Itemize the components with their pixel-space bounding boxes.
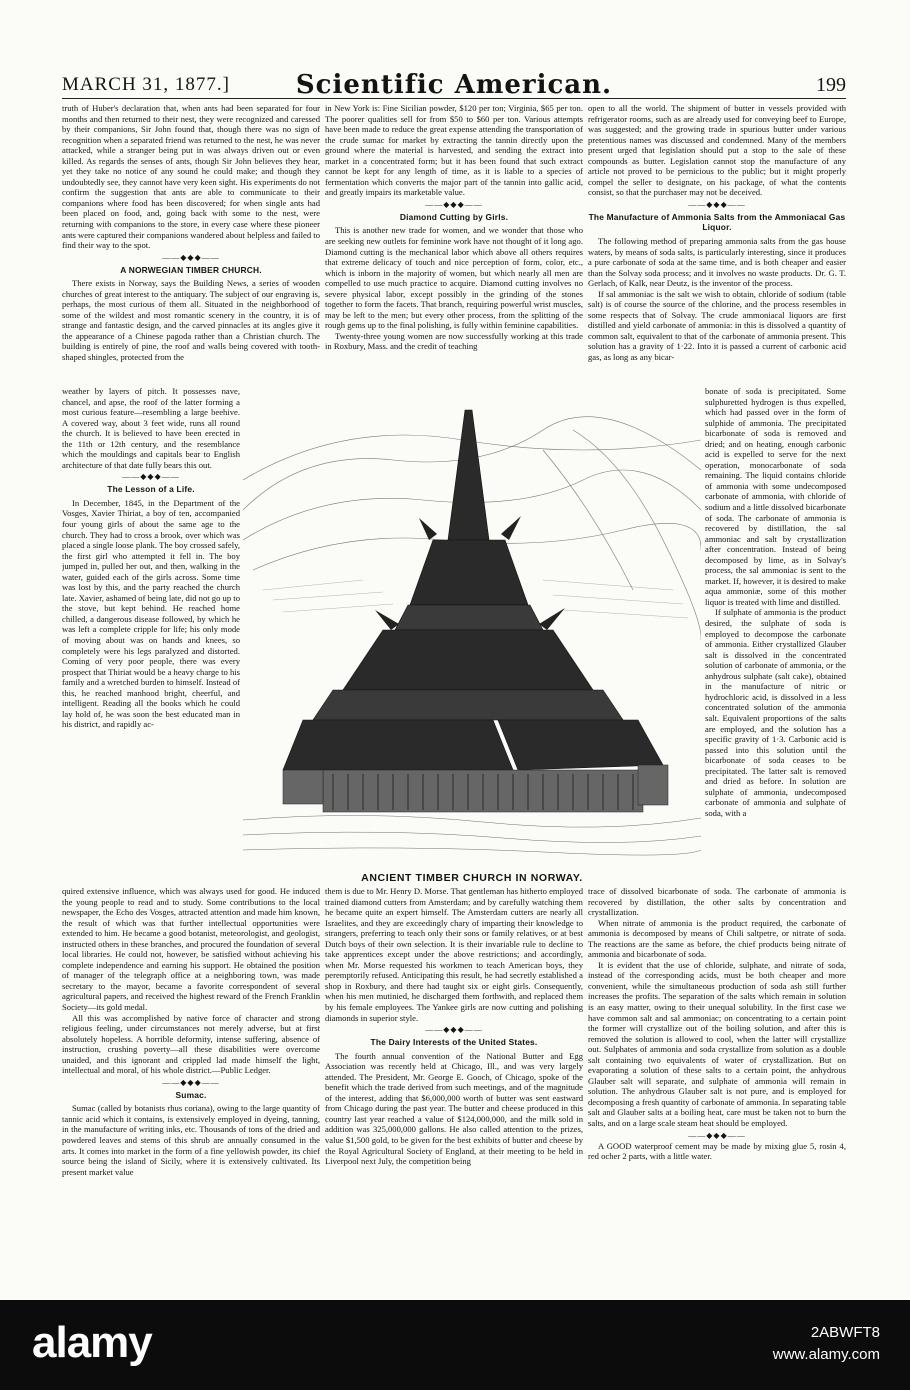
stock-image-info xyxy=(773,1322,880,1366)
section-ornament: ——◆◆◆—— xyxy=(425,1025,483,1035)
section-ornament: ——◆◆◆—— xyxy=(688,199,746,209)
heading-lesson-of-a-life: The Lesson of a Life. xyxy=(107,484,195,495)
column-3-top xyxy=(588,103,846,386)
column-3-bottom xyxy=(588,886,846,1236)
lesson-paragraph-2: All this was accomplished by native force of character and strong religious feeling, under circumstances not merely adverse, but at first absolutely hopeless. A horrible deformity, intense suffering, absence of instruction, crushing poverty—all these disabilities were overcome unaided, and this ignorant and crippled lad made himself the light, intellectual and moral, of his whole district.—Public Ledger. xyxy=(62,1012,320,1076)
issue-date: MARCH 31, 1877.] xyxy=(62,74,231,95)
figure-caption: ANCIENT TIMBER CHURCH IN NORWAY. xyxy=(361,872,583,884)
masthead-rule xyxy=(62,98,846,99)
ammonia-paragraph-2: If sal ammoniac is the salt we wish to obtain, chloride of sodium (table salt) is of course the source of the chlorine, and the process resembles in some respects that of Solvay. The crude ammoniacal liquors are first distilled and yield carbonate of ammonia: in this is dissolved a quantity of common salt, equivalent to that of the carbonate of ammonia present. This solution has a gravity of 1·22. Into it is passed a current of carbonic acid gas, as long as any bicar- xyxy=(588,288,846,363)
column-1-middle xyxy=(62,386,240,874)
sulphate-paragraph-continued: trace of dissolved bicarbonate of soda. The carbonate of ammonia is recovered by distillation, the other salts by concentration and crystallization. xyxy=(588,886,846,918)
column-1-top xyxy=(62,103,320,386)
heading-ammonia-salts: The Manufacture of Ammonia Salts from the Ammoniacal Gas Liquor. xyxy=(588,211,846,233)
church-paragraph: There exists in Norway, says the Building News, a series of wooden churches of great interest to the antiquary. The subject of our engraving is, perhaps, the most curious of them all. Situated in the neighborhood of some of the wildest and most romantic scenery in the country, it is of strange and fantastic design, and the carved pinnacles at its angles give it the appearance of a Chinese pagoda rather than a Christian church. The building is entirely of pine, the roof and walls being covered with tooth-shaped shingles, protected from the xyxy=(62,278,320,363)
church-paragraph-continued: weather by layers of pitch. It possesses nave, chancel, and apse, the roof of the latter forming a most curious feature—resembling a large beehive. A covered way, about 3 feet wide, runs all round the church. It is believed to have been erected in the 11th or 12th century, and the resemblance which the mouldings and capitals bear to English architecture of that date fully bears this out. xyxy=(62,386,240,470)
diamond-paragraph-continued: them is due to Mr. Henry D. Morse. That gentleman has hitherto employed trained diamond cutters from Amsterdam; and by carefully watching them he became quite an expert himself. The Amsterdam cutters are nearly all Israelites, and they are exceedingly chary of imparting their knowledge to strangers, preferring to teach only their sons or family relatives, or at best Dutch boys of their own selection. It is their invariable rule to decline to take apprentices except under the above restrictions; and accordingly, when Mr. Morse requested his workmen to teach American boys, they peremptorily refused. Anticipating this result, he had secretly established a shop in Roxbury, and there had taught six or eight girls. Consequently, when his men mutinied, he discharged them forthwith, and replaced them by his female employees. The Yankee girls are now cutting and polishing diamonds in superior style. xyxy=(325,886,583,1023)
sulphate-paragraph: If sulphate of ammonia is the product desired, the sulphate of soda is employed to decompose the carbonate of ammonia. Either crystallized Glauber salt is dissolved in the concentrated solution of carbonate of ammonia, or the anhydrous sulphate (salt cake), obtained in the manufacture of nitric or hydrochloric acid, is dissolved in a less concentrated solution of the ammonia salt. Equivalent proportions of the salts are employed, and the solution has a specific gravity of 1·3. Carbonic acid is passed into this solution until the bicarbonate of soda ceases to be precipitated. The latter salt is removed and dried as before. In solution are sulphate of ammonia, undecomposed carbonate of ammonia and sulphate of soda, with a xyxy=(705,607,846,818)
dairy-paragraph-continued: open to all the world. The shipment of butter in vessels provided with refrigerator rooms, such as are already used for conveying beef to Europe, was suggested; and the growing trade in spurious butter under various pretentious names was discussed and condemned. Many of the members present urged that legislation should put a stop to the sale of these compounds as butter. Legislation cannot stop the manufacture of any article not proved to be pernicious to the public; but it might properly compel the seller to designate, on his package, of what the contents consist, so that the purchaser may not be deceived. xyxy=(588,103,846,198)
publication-title: Scientific American. xyxy=(295,70,613,100)
ants-paragraph: truth of Huber's declaration that, when ants had been separated for four months and then returned to their nest, they were recognized and caressed by their companions, Sir John found that, though there was no sign of recognition when a separated friend was returned to the nest, he was never attacked, while a stranger being put in was always driven out or even killed. As regards the senses of ants, though Sir John believes they hear, yet they take no notice of any sound he could make; and though they undoubtedly see, they cannot have very keen sight. His experiments do not confirm the suggestion that ants are able to communicate to their companions where food has been discovered; for when single ants had been placed on food, and, going back with some to the nest, were returning with companions to the store, in every case where these pioneer ants were captured their companions wandered about helpless and failed to find their way to the spot. xyxy=(62,103,320,251)
section-ornament: ——◆◆◆—— xyxy=(162,1077,220,1087)
section-ornament: ——◆◆◆—— xyxy=(425,199,483,209)
heading-norwegian-church: A NORWEGIAN TIMBER CHURCH. xyxy=(120,264,262,275)
diamond-paragraph: This is another new trade for women, and we wonder that those who are seeking new outlets for feminine work have not thought of it long ago. Diamond cutting is the mechanical labor which above all others requires that extreme delicacy of touch and nice perception of form, color, etc., which is inborn in the majority of women, but which nearly all men are compelled to use much practice to acquire. Diamond cutting involves no severe physical labor, except possibly in the grinding of the stones together to form the facets. That branch, requiring powerful wrist muscles, may be left to the men; but every other process, from the splitting of the rough gems up to the final polishing, is fully within feminine capabilities. xyxy=(325,225,583,331)
column-2-bottom xyxy=(325,886,583,1236)
stock-image-id: 2ABWFT8 xyxy=(810,1324,880,1341)
section-ornament: ——◆◆◆—— xyxy=(688,1130,746,1140)
ammonia-paragraph-continued: bonate of soda is precipitated. Some sulphuretted hydrogen is thus expelled, which had passed over in the form of sulphide of ammonia. The precipitated bicarbonate of soda is removed and dried; and on heating, enough carbonic acid is expelled to serve for the next operation, monocarbonate of soda remaining. The liquid contains chloride of ammonia with some undecomposed carbonate of ammonia, with chloride of sodium and a little dissolved bicarbonate of soda. The carbonate of ammonia is recovered by distillation, the sal ammoniac and salt by crystallization after concentration. Instead of being decomposed by lime, as in Solvay's process, the sal ammoniac is sent to the market. If, however, it is desired to make aqua ammoniæ, some of this mother liquor is treated with lime and distilled. xyxy=(705,386,846,607)
section-ornament: ——◆◆◆—— xyxy=(122,472,180,482)
column-1-bottom xyxy=(62,886,320,1236)
cement-paragraph: A GOOD waterproof cement may be made by mixing glue 5, rosin 4, red ocher 2 parts, with a little water. xyxy=(588,1140,846,1162)
separation-paragraph: It is evident that the use of chloride, sulphate, and nitrate of soda, instead of the corresponding acids, must be both cheaper and more convenient, while the simultaneous production of soda ash still further increases the profits. The separation of the salts which remain in solution is an easy matter, owing to their unequal solubility. In the first case we have common salt and sal ammoniac; on concentrating to a certain point the former will crystallize out of the boiling solution, and after this is removed the solution is allowed to cool, when the latter will crystallize out. Sulphates of ammonia and soda crystallize from solution as a double salt containing two equivalents of water of crystallization. But on evaporating a solution of these salts to a certain point, the anhydrous Glauber salt will separate, and sulphate of ammonia will remain in solution. The anhydrous Glauber salt is not pure, and is employed for decomposing a fresh quantity of carbonate of ammonia. In separating table salt and Glauber salts at a boiling heat, care must be taken not to burn the salts, and on a large scale steam heat should be employed. xyxy=(588,959,846,1129)
heading-diamond-cutting: Diamond Cutting by Girls. xyxy=(399,211,509,222)
stock-watermark-bar xyxy=(0,1300,910,1390)
alamy-logo: alamy xyxy=(32,1318,152,1367)
diamond-paragraph-2: Twenty-three young women are now successfully working at this trade in Roxbury, Mass. and the credit of teaching xyxy=(325,330,583,352)
ammonia-paragraph-1: The following method of preparing ammonia salts from the gas house waters, by means of soda salts, is particularly interesting, since it produces a pure carbonate of soda at the same time, and is both cheaper and easier than the Solvay soda process; and it involves no waste products. Dr. G. T. Gerlach, of Kalk, near Deutz, is the inventor of the process. xyxy=(588,236,846,289)
nitrate-paragraph: When nitrate of ammonia is the product required, the carbonate of ammonia is decomposed by means of Chili saltpetre, or nitrate of soda. The reactions are the same as before, the chief products being nitrate of ammonia and bicarbonate of soda. xyxy=(588,917,846,960)
stock-site-url: www.alamy.com xyxy=(772,1346,880,1363)
lesson-paragraph-continued: quired extensive influence, which was always used for good. He induced the young people to read and to study. Some contributions to the local newspaper, the Echo des Vosges, attracted attention and made him known, the result of which was that further intellectual opportunities were extended to him. He became a good botanist, meteorologist, and geologist, instructed others in these branches, and procured the foundation of several local libraries. He could not, however, be satisfied without achieving his complete independence and earning his support. He obtained the position of manager of the telegraph office at a neighboring town, was made secretary to the mayor, became a favorite correspondent of several agricultural papers, and received the highest reward of the French Franklin Society—its gold medal. xyxy=(62,886,320,1013)
dairy-paragraph: The fourth annual convention of the National Butter and Egg Association was recently held at Chicago, Ill., and was very largely attended. The President, Mr. George E. Gooch, of Chicago, spoke of the benefit which the trade derived from such meetings, and of the magnitude of the interest, adding that $6,000,000 worth of butter was sent eastward from Chicago during the past year. The butter and cheese produced in this country last year reached a value of $124,000,000, and the milk sold in addition was 325,000,000 gallons. He also called attention to the prizes, value $1,500 gold, to be given for the best exhibits of butter and cheese by the Royal Agricultural Society of England, at their meeting to be held in Liverpool next July, the competition being xyxy=(325,1050,583,1167)
heading-sumac: Sumac. xyxy=(175,1089,207,1100)
column-3-middle xyxy=(705,386,846,874)
column-2-top xyxy=(325,103,583,386)
sumac-paragraph: Sumac (called by botanists rhus coriana), owing to the large quantity of tannic acid which it contains, is extensively employed in dyeing, tanning, in the manufacture of writing inks, etc. Thousands of tons of the dried and powdered leaves and stems of this shrub are annually consumed in the arts. It comes into market in the form of a fine yellowish powder, its chief source being the island of Sicily, where it is extensively cultivated. Its present market value xyxy=(62,1103,320,1177)
sumac-paragraph-continued: in New York is: Fine Sicilian powder, $120 per ton; Virginia, $65 per ton. The poorer qualities sell for from $50 to $60 per ton. Various attempts have been made to reduce the great expense attending the transportation of the crude sumac for market by extracting the tannin directly upon the ground where the material is harvested, and sending the extract into market in a concentrated form; but it has been found that such extract cannot be kept for any length of time, as it is liable to a species of fermentation which converts the major part of the tannin into gallic acid, and greatly impairs its marketable value. xyxy=(325,103,583,198)
church-engraving xyxy=(243,390,701,865)
heading-dairy-interests: The Dairy Interests of the United States. xyxy=(370,1037,538,1048)
section-ornament: ——◆◆◆—— xyxy=(162,252,220,262)
lesson-paragraph: In December, 1845, in the Department of the Vosges, Xavier Thiriat, a boy of ten, accompanied four young girls of about the same age to the church. They had to cross a brook, over which was placed a single loose plank. The boy crossed safely, the first girl who attempted it fell in. The boy jumped in, pulled her out, and then, walking in the water, guided each of the girls across. Some time was lost by this, and the party reached the church late. Xavier, ashamed of being late, did not go up to the stove, but kept behind. He reached home chilled, a dangerous disease followed, by which he was left a complete cripple for life; his only mode of moving about was on hands and knees, so completely were his legs paralyzed and distorted. Coming of very poor people, there was every prospect that Thiriat would be a heavy charge to his family and a wretched burden to himself. Instead of this, he reached manhood bright, cheerful, and intelligent. Reading all the books which he could lay hold of, he was soon the best educated man in his district, and rapidly ac- xyxy=(62,497,240,730)
page-number: 199 xyxy=(816,74,846,96)
